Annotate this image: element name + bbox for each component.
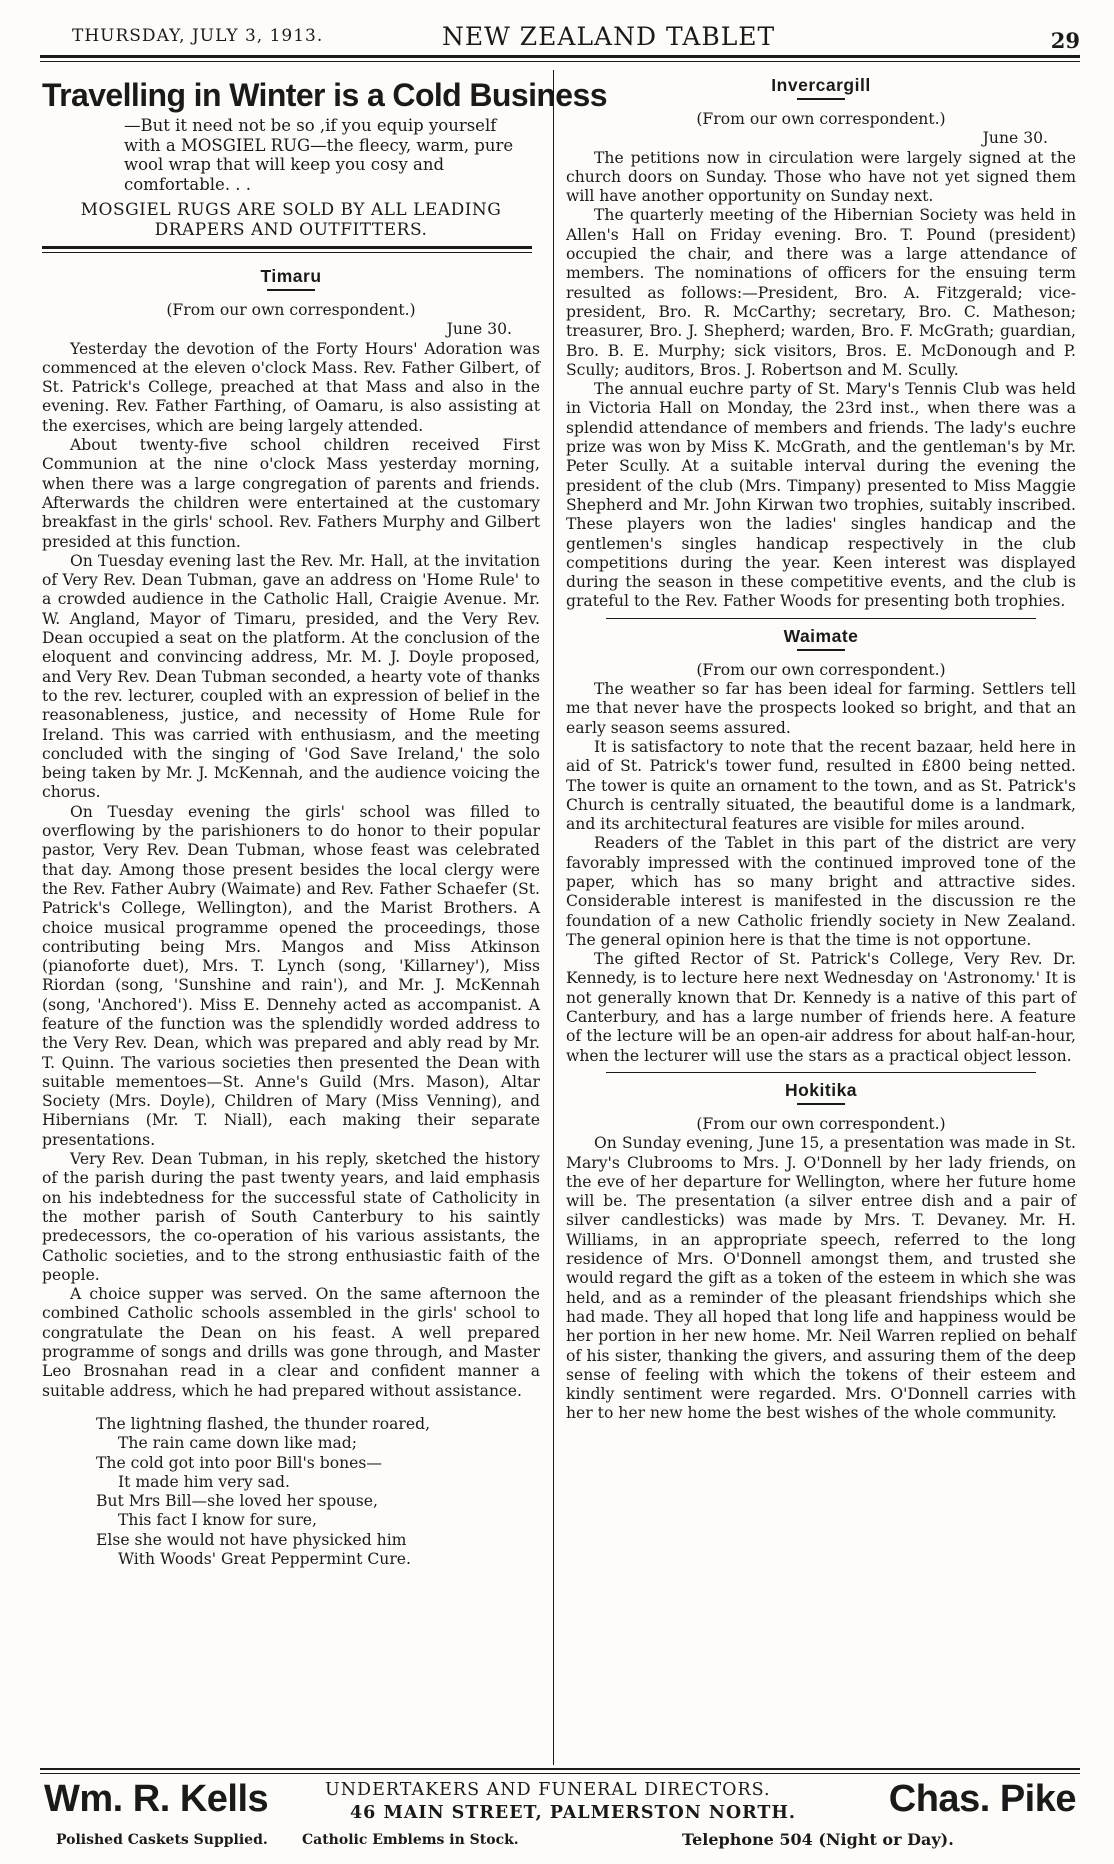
dispatch-date: June 30. — [982, 129, 1048, 148]
section-separator — [606, 1072, 1036, 1073]
correspondent-line: (From our own correspondent.) — [166, 301, 416, 319]
invercargill-heading: Invercargill — [771, 75, 871, 95]
article-paragraph: The weather so far has been ideal for farming. Settlers tell me that never have the prospects looked so bright, and that an early season seems assured. — [566, 680, 1076, 737]
article-paragraph: On Tuesday evening last the Rev. Mr. Hall, at the invitation of Very Rev. Dean Tubman, gave an address on 'Home Rule' to a crowded audience in the Catholic Hall, Craigie Avenue. Mr. W. Angland, Mayor of Timaru, presided, and the Very Rev. Dean occupied a seat on the platform. At the conclusion of the eloquent and convincing address, Mr. M. J. Doyle proposed, and Very Rev. Dean Tubman seconded, a hearty vote of thanks to the rev. lecturer, coupled with an expression of belief in the reasonableness, justice, and necessity of Home Rule for Ireland. This was carried with enthusiasm, and the meeting concluded with the singing of 'God Save Ireland,' the solo being taken by Mr. J. McKennah, and the audience voicing the chorus. — [42, 551, 540, 802]
caskets-note: Polished Caskets Supplied. — [56, 1832, 268, 1848]
correspondent-line: (From our own correspondent.) — [696, 660, 946, 679]
dispatch-date: June 30. — [446, 320, 512, 339]
article-paragraph: About twenty-five school children received First Communion at the nine o'clock Mass yesterday morning, when there was a large congregation of parents and friends. Afterwards the children were entertained at the customary breakfast in the girls' school. Rev. Fathers Murphy and Gilbert presided at this function. — [42, 436, 540, 551]
advert-body: —But it need not be so ,if you equip yourself with a MOSGIEL RUG—the fleecy, warm, pure wool wrap that will keep you cosy and comfortable. . . — [124, 116, 514, 194]
undertaker-trade: UNDERTAKERS AND FUNERAL DIRECTORS. — [325, 1780, 771, 1800]
poem-line: This fact I know for sure, — [118, 1511, 317, 1530]
poem-line: With Woods' Great Peppermint Cure. — [118, 1550, 411, 1568]
article-paragraph: The petitions now in circulation were largely signed at the church doors on Sunday. Those who have not yet signed them will have another opportunity on Sunday next. — [566, 148, 1076, 206]
article-paragraph: A choice supper was served. On the same afternoon the combined Catholic schools assembled in the girls' school to congratulate the Dean on his feast. A well prepared programme of songs and drills was gone through, and Master Leo Brosnahan read in a clear and confident manner a suitable address, which he had prepared without assistance. — [42, 1285, 540, 1400]
right-column — [566, 70, 1076, 1424]
page-number: 29 — [1050, 28, 1080, 53]
undertaker-address: 46 MAIN STREET, PALMERSTON NORTH. — [350, 1803, 796, 1823]
undertaker-name-left: Wm. R. Kells — [44, 1778, 269, 1820]
article-paragraph: On Sunday evening, June 15, a presentation was made in St. Mary's Clubrooms to Mrs. J. O'Donnell by her lady friends, on the eve of her departure for Wellington, where her future home will be. The presentation (a silver entree dish and a pair of silver candlesticks) was made by Mrs. T. Devaney. Mr. H. Williams, in an appropriate speech, referred to the long residence of Mrs. O'Donnell amongst them, and trusted she would regard the gift as a token of the esteem in which she was held, and as a reminder of the pleasant friendships which she had made. They all hoped that long life and happiness would be her portion in her new home. Mr. Neil Warren replied on behalf of his sister, thanking the givers, and assuring them of the deep sense of feeling with which the tokens of their esteem and kindly sentiment were regarded. Mrs. O'Donnell carries with her to her new home the best wishes of the whole community. — [566, 1134, 1076, 1423]
poem-line: The lightning flashed, the thunder roared, — [96, 1414, 431, 1433]
timaru-heading: Timaru — [260, 266, 322, 286]
left-column — [42, 70, 607, 1569]
emblems-note: Catholic Emblems in Stock. — [302, 1832, 519, 1848]
article-paragraph: The gifted Rector of St. Patrick's College, Very Rev. Dr. Kennedy, is to lecture here next Wednesday on 'Astronomy.' It is not generally known that Dr. Kennedy is a native of this part of Canterbury, and has a large number of friends here. A feature of the lecture will be an open-air address for about half-an-hour, when the lecturer will use the stars as a practical object lesson. — [566, 950, 1076, 1065]
newspaper-title: NEW ZEALAND TABLET — [442, 22, 776, 51]
article-paragraph: Readers of the Tablet in this part of the district are very favorably impressed with the continued improved tone of the paper, which has so many bright and attractive sides. Considerable interest is manifested in the discussion re the foundation of a new Catholic friendly society in New Zealand. The general opinion here is that the time is not opportune. — [566, 834, 1076, 949]
article-paragraph: On Tuesday evening the girls' school was filled to overflowing by the parishioners to do honor to their popular pastor, Very Rev. Dean Tubman, whose feast was celebrated that day. Among those present besides the local clergy were the Rev. Father Aubry (Waimate) and Rev. Father Schaefer (St. Patrick's College, Wellington), and the Marist Brothers. A choice musical programme opened the proceedings, those contributing being Mrs. Mangos and Miss Atkinson (pianoforte duet), Mrs. T. Lynch (song, 'Killarney'), Miss Riordan (song, 'Sunshine and rain'), and Mr. J. McKennah (song, 'Anchored'). Miss E. Dennehy acted as accompanist. A feature of the function was the splendidly worded address to the Very Rev. Dean, which was prepared and ably read by Mr. T. Quinn. The various societies then presented the Dean with suitable mementoes—St. Anne's Guild (Mrs. Mason), Altar Society (Mrs. Doyle), Children of Mary (Miss Venning), and Hibernians (Mr. T. Niall), each making their separate presentations. — [42, 802, 540, 1149]
advert-rule — [42, 246, 532, 249]
advert-rule-thin — [42, 252, 532, 253]
article-paragraph: The annual euchre party of St. Mary's Tennis Club was held in Victoria Hall on Monday, the 23rd inst., when there was a splendid attendance of members and friends. The lady's euchre prize was won by Miss K. McGrath, and the gentleman's by Mr. Peter Scully. At a suitable interval during the evening the president of the club (Mrs. Timpany) presented to Miss Maggie Shepherd and Mr. John Kirwan two trophies, suitably inscribed. These players won the ladies' singles handicap and the gentlemen's singles handicap respectively in the club competitions during the year. Keen interest was displayed during the season in these competitive events, and the club is grateful to the Rev. Father Woods for presenting both trophies. — [566, 380, 1076, 611]
article-paragraph: It is satisfactory to note that the recent bazaar, held here in aid of St. Patrick's tower fund, resulted in £800 being netted. The tower is quite an ornament to the town, and as St. Patrick's Church is centrally situated, the beautiful dome is a landmark, and its architectural features are visible for miles around. — [566, 737, 1076, 834]
heading-rule — [797, 649, 845, 651]
advert-poem — [96, 1415, 540, 1569]
article-paragraph: The quarterly meeting of the Hibernian Society was held in Allen's Hall on Friday evening. Bro. T. Pound (president) occupied the chair, and there was a large attendance of members. The nominations of officers for the ensuing term resulted as follows:—President, Bro. A. Fitzgerald; vice-president, Bro. R. McCarthy; secretary, Bro. C. Matheson; treasurer, Bro. J. Shepherd; warden, Bro. F. McGrath; guardian, Bro. B. E. Murphy; sick visitors, Bros. E. McDonough and P. Scully; auditors, Bros. J. Robertson and M. Scully. — [566, 206, 1076, 379]
masthead-rule — [40, 55, 1080, 58]
poem-line: Else she would not have physicked him — [96, 1530, 407, 1549]
masthead-rule-thin — [40, 61, 1080, 62]
poem-line: The rain came down like mad; — [118, 1434, 358, 1453]
poem-line: The cold got into poor Bill's bones— — [96, 1453, 382, 1472]
waimate-heading: Waimate — [783, 625, 859, 646]
heading-rule — [267, 289, 315, 291]
poem-line: But Mrs Bill—she loved her spouse, — [96, 1492, 378, 1511]
article-paragraph: Yesterday the devotion of the Forty Hours' Adoration was commenced at the eleven o'clock Mass. Rev. Father Gilbert, of St. Patrick's College, preached at that Mass and also in the evening. Rev. Father Farthing, of Oamaru, is also assisting at the exercises, which are being largely attended. — [42, 339, 540, 435]
column-divider — [553, 70, 554, 1765]
advert-caps: MOSGIEL RUGS ARE SOLD BY ALL LEADING DRAPERS AND OUTFITTERS. — [80, 200, 502, 240]
undertaker-name-right: Chas. Pike — [888, 1778, 1076, 1820]
article-paragraph: Very Rev. Dean Tubman, in his reply, sketched the history of the parish during the past twenty years, and laid emphasis on his indebtedness for the successful state of Catholicity in the mother parish of South Canterbury to his saintly predecessors, the co-operation of his various assistants, the Catholic societies, and to the strong enthusiastic faith of the people. — [42, 1150, 540, 1284]
footer-rule-thin — [40, 1773, 1080, 1774]
telephone-note: Telephone 504 (Night or Day). — [682, 1830, 954, 1849]
hokitika-heading: Hokitika — [784, 1079, 858, 1100]
correspondent-line: (From our own correspondent.) — [696, 1114, 946, 1133]
heading-rule — [797, 98, 845, 100]
issue-date: THURSDAY, JULY 3, 1913. — [72, 26, 324, 46]
heading-rule — [797, 1103, 845, 1105]
section-separator — [606, 618, 1036, 619]
correspondent-line: (From our own correspondent.) — [696, 110, 946, 128]
masthead — [40, 22, 1080, 52]
poem-line: It made him very sad. — [118, 1472, 290, 1491]
footer-rule — [40, 1768, 1080, 1770]
advert-headline: Travelling in Winter is a Cold Business — [42, 77, 607, 113]
